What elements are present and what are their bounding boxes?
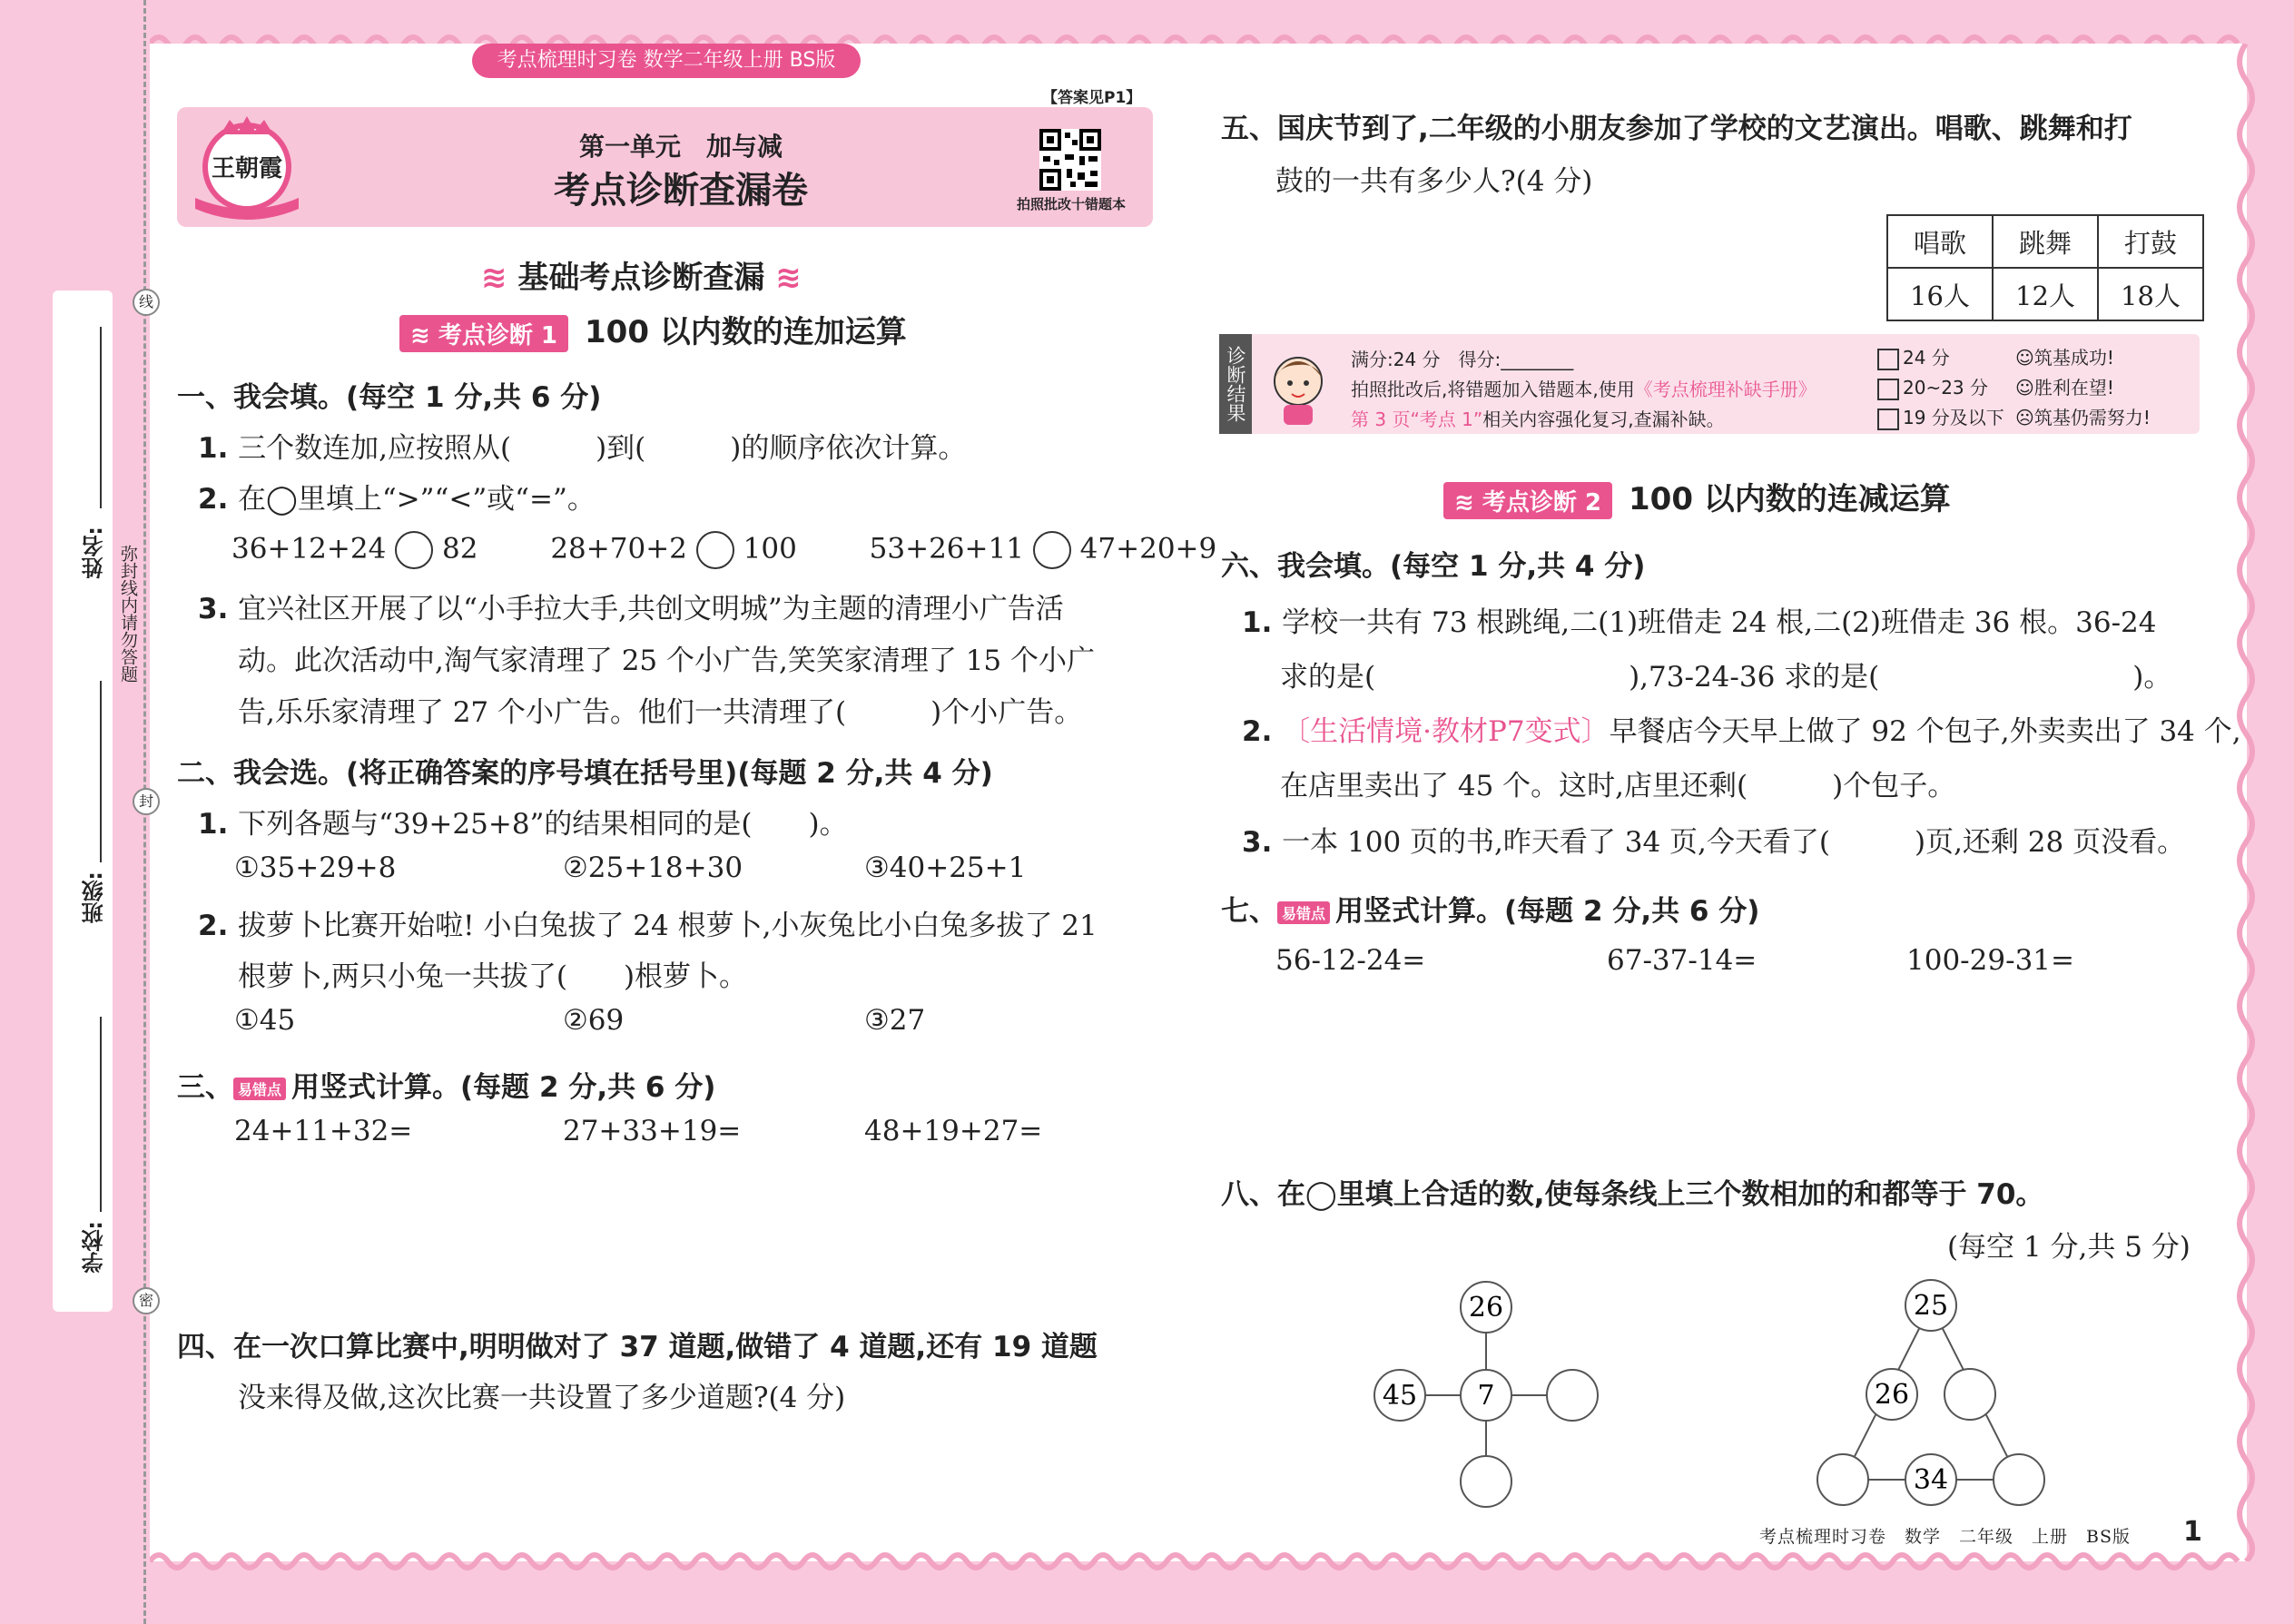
name-label: 姓名: — [82, 527, 107, 579]
diagnosis-2-badge: ≋ 考点诊断 2 — [1443, 482, 1612, 519]
q6-item-2: 2. 〔生活情境·教材P7变式〕早餐店今天早上做了 92 个包子,外卖卖出了 34 个, — [1242, 715, 2241, 748]
q2-item-1: 1. 下列各题与“39+25+8”的结果相同的是( )。 — [198, 808, 848, 841]
page-number: 1 — [2183, 1516, 2202, 1548]
triangle-node-bottom-right-blank[interactable] — [1994, 1454, 2044, 1505]
seal-warning-note: 弥封线内请勿答题 — [117, 545, 138, 683]
series-tag: 考点梳理时习卷 数学二年级上册 BS版 — [472, 44, 861, 78]
diagnosis-result-label: 诊断结果 — [1219, 334, 1252, 434]
q3-expression-3: 48+19+27= — [864, 1115, 1043, 1147]
qr-caption: 拍照批改十错题本 — [1016, 196, 1126, 212]
school-label: 学校: — [82, 1221, 107, 1274]
q3-expression-2: 27+33+19= — [563, 1115, 742, 1147]
q3-expression-1: 24+11+32= — [234, 1115, 413, 1147]
section-heading — [481, 252, 802, 297]
q2-item-2-line2: 根萝卜,两只小兔一共拔了( )根萝卜。 — [238, 960, 748, 993]
diagnosis-1-title: 100 以内数的连加运算 — [585, 314, 907, 350]
q1-compare-row: 36+12+24 82 28+70+2 100 53+26+11 47+20+9 — [231, 531, 1216, 569]
diagnosis-2-heading — [1443, 474, 1951, 519]
table-header-sing: 唱歌 — [1887, 215, 1993, 268]
wave-icon: ≋ — [481, 260, 507, 296]
answer-circle[interactable] — [696, 531, 734, 569]
result-message-2: ☺胜利在望! — [2015, 377, 2114, 399]
decorative-wavy-border-right — [2233, 44, 2259, 1561]
q2-item-1-option-b[interactable]: ②25+18+30 — [563, 851, 743, 884]
q5-text: 五、国庆节到了,二年级的小朋友参加了学校的文艺演出。唱歌、跳舞和打 — [1221, 113, 2132, 145]
q6-heading: 六、我会填。(每空 1 分,共 4 分) — [1221, 550, 1646, 583]
q5-text-line2: 鼓的一共有多少人?(4 分) — [1275, 165, 1593, 198]
diagnosis-1-heading — [399, 307, 907, 352]
triangle-node-bottom-left-blank[interactable] — [1817, 1454, 1868, 1505]
student-info-strip — [53, 290, 113, 1312]
cross-node-right-blank[interactable] — [1547, 1370, 1598, 1421]
result-message-3: ☹筑基仍需努力! — [2015, 407, 2151, 428]
cross-number-diagram — [1362, 1271, 1607, 1516]
q7-expression-3: 100-29-31= — [1906, 944, 2074, 977]
result-instruction: 拍照批改后,将错题加入错题本,使用《考点梳理补缺手册》 — [1351, 379, 1816, 400]
diagnosis-1-badge: ≋ 考点诊断 1 — [399, 315, 568, 352]
result-level-2[interactable]: 20~23 分 — [1877, 373, 1988, 400]
brand-logo — [186, 111, 308, 223]
error-prone-tag: 易错点 — [233, 1078, 286, 1100]
class-field[interactable] — [100, 681, 102, 862]
triangle-left-mid-value: 26 — [1874, 1379, 1910, 1411]
error-prone-tag: 易错点 — [1277, 901, 1330, 924]
unit-title: 第一单元 加与减 — [578, 132, 783, 162]
qr-code-icon[interactable] — [1039, 129, 1101, 191]
result-level-3[interactable]: 19 分及以下 — [1877, 403, 2004, 430]
triangle-number-diagram — [1807, 1269, 2052, 1520]
answer-circle[interactable] — [395, 531, 433, 569]
q4-text-line2: 没来得及做,这次比赛一共设置了多少道题?(4 分) — [238, 1382, 846, 1414]
cross-top-value: 26 — [1468, 1292, 1504, 1324]
q6-item-2-line2: 在店里卖出了 45 个。这时,店里还剩( )个包子。 — [1280, 770, 1956, 802]
result-instruction-line2: 第 3 页“考点 1”相关内容强化复习,查漏补缺。 — [1351, 408, 1725, 430]
q3-heading: 三、 易错点 用竖式计算。(每题 2 分,共 6 分) — [177, 1071, 716, 1104]
q1-heading: 一、我会填。(每空 1 分,共 6 分) — [177, 381, 602, 414]
table-cell-drum: 18人 — [2098, 268, 2203, 320]
q6-item-1-line2: 求的是( ),73-24-36 求的是( )。 — [1280, 661, 2172, 694]
q2-item-1-option-a[interactable]: ①35+29+8 — [234, 851, 397, 884]
class-label: 班级: — [82, 871, 107, 924]
page-footer: 考点梳理时习卷 数学 二年级 上册 BS版 — [1759, 1527, 2131, 1547]
smiley-icon: ☺ — [2015, 347, 2034, 369]
name-field[interactable] — [100, 327, 102, 508]
q7-heading: 七、 易错点 用竖式计算。(每题 2 分,共 6 分) — [1221, 895, 1760, 928]
q1-item-3-line3: 告,乐乐家清理了 27 个小广告。他们一共清理了( )个小广告。 — [238, 696, 1083, 729]
q4-text: 四、在一次口算比赛中,明明做对了 37 道题,做错了 4 道题,还有 19 道题 — [177, 1331, 1098, 1363]
q1-item-2: 2. 在◯里填上“>”“<”或“=”。 — [198, 483, 596, 516]
table-cell-dance: 12人 — [1993, 268, 2098, 320]
table-header-dance: 跳舞 — [1993, 215, 2098, 268]
smiley-icon: ☺ — [2015, 377, 2034, 399]
checkbox-icon — [1877, 379, 1899, 400]
table-cell-sing: 16人 — [1887, 268, 1993, 320]
school-field[interactable] — [100, 1017, 102, 1212]
seal-mark-seal: 封 — [133, 788, 160, 815]
answer-reference: 【答案见P1】 — [1042, 89, 1142, 107]
seal-mark-secret: 密 — [133, 1287, 160, 1314]
triangle-bottom-mid-value: 34 — [1913, 1464, 1949, 1496]
q2-item-2-option-b[interactable]: ②69 — [563, 1004, 625, 1037]
triangle-node-right-mid-blank[interactable] — [1944, 1369, 1995, 1420]
wave-icon: ≋ — [775, 260, 802, 296]
q7-expression-1: 56-12-24= — [1275, 944, 1426, 977]
q2-heading: 二、我会选。(将正确答案的序号填在括号里)(每题 2 分,共 4 分) — [177, 757, 993, 790]
checkbox-icon — [1877, 349, 1899, 370]
q2-item-2: 2. 拔萝卜比赛开始啦! 小白兔拔了 24 根萝卜,小灰兔比小白兔多拔了 21 — [198, 910, 1098, 942]
q6-item-1: 1. 学校一共有 73 根跳绳,二(1)班借走 24 根,二(2)班借走 36 根。36-24 — [1242, 606, 2157, 639]
result-level-1[interactable]: 24 分 — [1877, 343, 1950, 370]
triangle-top-value: 25 — [1913, 1290, 1949, 1322]
q1-item-3: 3. 宜兴社区开展了以“小手拉大手,共创文明城”为主题的清理小广告活 — [198, 593, 1064, 625]
cross-left-value: 45 — [1382, 1380, 1418, 1412]
cartoon-girl-icon — [1262, 345, 1334, 427]
diagnosis-2-title: 100 以内数的连减运算 — [1629, 481, 1951, 517]
sad-face-icon: ☹ — [2015, 407, 2034, 428]
q6-item-3: 3. 一本 100 页的书,昨天看了 34 页,今天看了( )页,还剩 28 页没看。 — [1242, 826, 2186, 859]
q8-score: (每空 1 分,共 5 分) — [1947, 1231, 2191, 1264]
q2-item-1-option-c[interactable]: ③40+25+1 — [864, 851, 1027, 884]
checkbox-icon — [1877, 408, 1899, 430]
result-score: 满分:24 分 得分:________ — [1351, 349, 1574, 370]
paper-title: 考点诊断查漏卷 — [554, 170, 808, 212]
section-heading-text: 基础考点诊断查漏 — [517, 260, 765, 296]
result-message-1: ☺筑基成功! — [2015, 347, 2114, 369]
answer-circle[interactable] — [1033, 531, 1071, 569]
decorative-wavy-border-bottom — [150, 1549, 2247, 1574]
cross-center-value: 7 — [1477, 1380, 1495, 1412]
table-header-drum: 打鼓 — [2098, 215, 2203, 268]
q2-item-2-option-a[interactable]: ①45 — [234, 1004, 296, 1037]
q1-item-1: 1. 三个数连加,应按照从( )到( )的顺序依次计算。 — [198, 432, 967, 465]
q7-expression-2: 67-37-14= — [1607, 944, 1757, 977]
seal-mark-line: 线 — [133, 289, 160, 316]
performance-table — [1886, 214, 2204, 321]
q1-item-3-line2: 动。此次活动中,淘气家清理了 25 个小广告,笑笑家清理了 15 个小广 — [238, 645, 1096, 677]
q8-text: 八、在◯里填上合适的数,使每条线上三个数相加的和都等于 70。 — [1221, 1178, 2044, 1211]
q2-item-2-option-c[interactable]: ③27 — [864, 1004, 926, 1037]
logo-text: 王朝霞 — [211, 155, 283, 182]
cross-node-bottom-blank[interactable] — [1461, 1456, 1511, 1507]
